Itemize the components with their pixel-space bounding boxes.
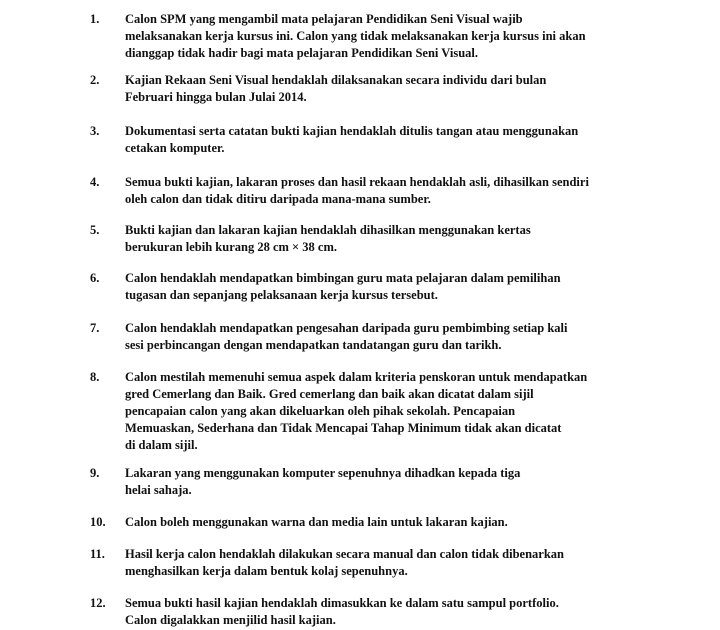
- item-line: cetakan komputer.: [125, 141, 225, 155]
- item-text: [125, 514, 645, 531]
- item-line: gred Cemerlang dan Baik. Gred cemerlang dan baik akan dicatat dalam sijil: [125, 387, 534, 401]
- item-number: 9.: [90, 466, 100, 480]
- item-line: Semua bukti hasil kajian hendaklah dimasukkan ke dalam satu sampul portfolio.: [125, 596, 559, 610]
- item-text: [125, 11, 645, 62]
- item-line: pencapaian calon yang akan dikeluarkan oleh pihak sekolah. Pencapaian: [125, 404, 516, 418]
- item-line: sesi perbincangan dengan mendapatkan tandatangan guru dan tarikh.: [125, 338, 502, 352]
- item-line: Dokumentasi serta catatan bukti kajian hendaklah ditulis tangan atau menggunakan: [125, 124, 579, 138]
- item-number: 4.: [90, 175, 100, 189]
- item-line: melaksanakan kerja kursus ini. Calon yang tidak melaksanakan kerja kursus ini akan: [125, 29, 586, 43]
- item-line: Calon mestilah memenuhi semua aspek dalam kriteria penskoran untuk mendapatkan: [125, 370, 588, 384]
- item-line: Calon hendaklah mendapatkan bimbingan guru mata pelajaran dalam pemilihan: [125, 271, 561, 285]
- item-text: [125, 222, 645, 256]
- item-number: 10.: [90, 515, 106, 529]
- item-line: Semua bukti kajian, lakaran proses dan hasil rekaan hendaklah asli, dihasilkan sendiri: [125, 175, 589, 189]
- item-text: [125, 174, 645, 208]
- item-text: [125, 320, 645, 354]
- item-text: [125, 123, 645, 157]
- item-line: Lakaran yang menggunakan komputer sepenuhnya dihadkan kepada tiga: [125, 466, 521, 480]
- item-line: Calon boleh menggunakan warna dan media lain untuk lakaran kajian.: [125, 515, 508, 529]
- item-line: tugasan dan sepanjang pelaksanaan kerja kursus tersebut.: [125, 288, 438, 302]
- item-line: dianggap tidak hadir bagi mata pelajaran Pendidikan Seni Visual.: [125, 46, 478, 60]
- item-number: 1.: [90, 12, 100, 26]
- item-text: [125, 595, 645, 629]
- item-line: Kajian Rekaan Seni Visual hendaklah dilaksanakan secara individu dari bulan: [125, 73, 547, 87]
- item-number: 2.: [90, 73, 100, 87]
- item-number: 6.: [90, 271, 100, 285]
- item-number: 11.: [90, 547, 105, 561]
- item-text: [125, 369, 645, 454]
- item-line: oleh calon dan tidak ditiru daripada mana-mana sumber.: [125, 192, 431, 206]
- item-line: Februari hingga bulan Julai 2014.: [125, 90, 307, 104]
- item-line: Calon digalakkan menjilid hasil kajian.: [125, 613, 336, 627]
- item-line: Calon SPM yang mengambil mata pelajaran Pendidikan Seni Visual wajib: [125, 12, 523, 26]
- item-line: helai sahaja.: [125, 483, 192, 497]
- item-number: 5.: [90, 223, 100, 237]
- item-line: menghasilkan kerja dalam bentuk kolaj sepenuhnya.: [125, 564, 408, 578]
- item-line: Hasil kerja calon hendaklah dilakukan secara manual dan calon tidak dibenarkan: [125, 547, 564, 561]
- item-text: [125, 270, 645, 304]
- item-number: 3.: [90, 124, 100, 138]
- item-text: [125, 72, 645, 106]
- item-line: Calon hendaklah mendapatkan pengesahan daripada guru pembimbing setiap kali: [125, 321, 568, 335]
- item-text: [125, 465, 645, 499]
- item-number: 7.: [90, 321, 100, 335]
- item-line: di dalam sijil.: [125, 438, 198, 452]
- item-number: 8.: [90, 370, 100, 384]
- item-line: Bukti kajian dan lakaran kajian hendaklah dihasilkan menggunakan kertas: [125, 223, 531, 237]
- item-line: Memuaskan, Sederhana dan Tidak Mencapai Tahap Minimum tidak akan dicatat: [125, 421, 562, 435]
- item-text: [125, 546, 645, 580]
- item-number: 12.: [90, 596, 106, 610]
- item-line: berukuran lebih kurang 28 cm × 38 cm.: [125, 240, 337, 254]
